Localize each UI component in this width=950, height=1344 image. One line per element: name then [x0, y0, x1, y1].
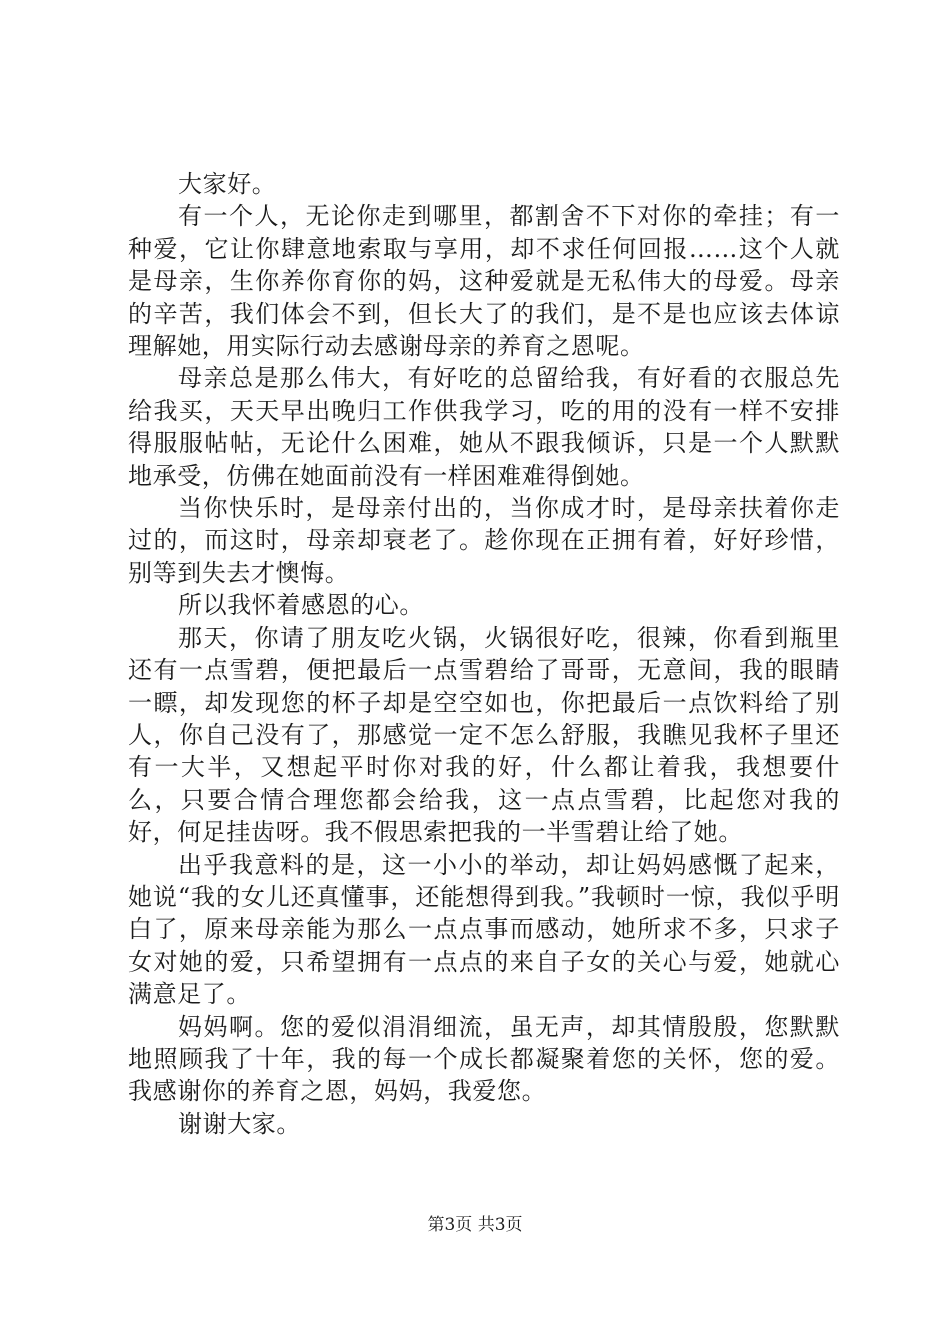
paragraph-hotpot-story: 那天，你请了朋友吃火锅，火锅很好吃，很辣，你看到瓶里还有一点雪碧，便把最后一点雪碧给了哥哥，无意间，我的眼睛一瞟，却发现您的杯子却是空空如也，你把最后一点饮料给了别人，你自己没有了，那感觉一定不怎么舒服，我瞧见我杯子里还有一大半，又想起平时你对我的好，什么都让着我，我想要什么，只要合情合理您都会给我，这一点点雪碧，比起您对我的好，何足挂齿呀。我不假思索把我的一半雪碧让给了她。: [128, 623, 840, 847]
paragraph-greeting: 大家好。: [178, 170, 277, 198]
paragraph-mother-great: 母亲总是那么伟大，有好吃的总留给我，有好看的衣服总先给我买，天天早出晚归工作供我学习，吃的用的没有一样不安排得服服帖帖，无论什么困难，她从不跟我倾诉，只是一个人默默地承受，仿佛在她面前没有一样困难难得倒她。: [128, 364, 840, 490]
paragraph-intro: 有一个人，无论你走到哪里，都割舍不下对你的牵挂；有一种爱，它让你肆意地索取与享用，却不求任何回报……这个人就是母亲，生你养你育你的妈，这种爱就是无私伟大的母爱。母亲的辛苦，我们体会不到，但长大了的我们，是不是也应该去体谅理解她，用实际行动去感谢母亲的养育之恩呢。: [128, 202, 840, 361]
document-body: [128, 168, 840, 1140]
paragraph-mother-love: 妈妈啊。您的爱似涓涓细流，虽无声，却其情殷殷，您默默地照顾我了十年，我的每一个成长都凝聚着您的关怀，您的爱。我感谢你的养育之恩，妈妈，我爱您。: [128, 1012, 840, 1106]
paragraph-cherish: 当你快乐时，是母亲付出的，当你成才时，是母亲扶着你走过的，而这时，母亲却衰老了。趁你现在正拥有着，好好珍惜，别等到失去才懊悔。: [128, 494, 840, 587]
paragraph-grateful-heart: 所以我怀着感恩的心。: [178, 591, 424, 620]
paragraph-thanks: 谢谢大家。: [178, 1109, 301, 1138]
page-footer: 第3页 共3页: [427, 1215, 523, 1235]
paragraph-mother-moved: 出乎我意料的是，这一小小的举动，却让妈妈感慨了起来，她说“我的女儿还真懂事，还能想得到我。”我顿时一惊，我似乎明白了，原来母亲能为那么一点点事而感动，她所求不多，只求子女对她的爱，只希望拥有一点点的来自子女的关心与爱，她就心满意足了。: [128, 850, 840, 1009]
